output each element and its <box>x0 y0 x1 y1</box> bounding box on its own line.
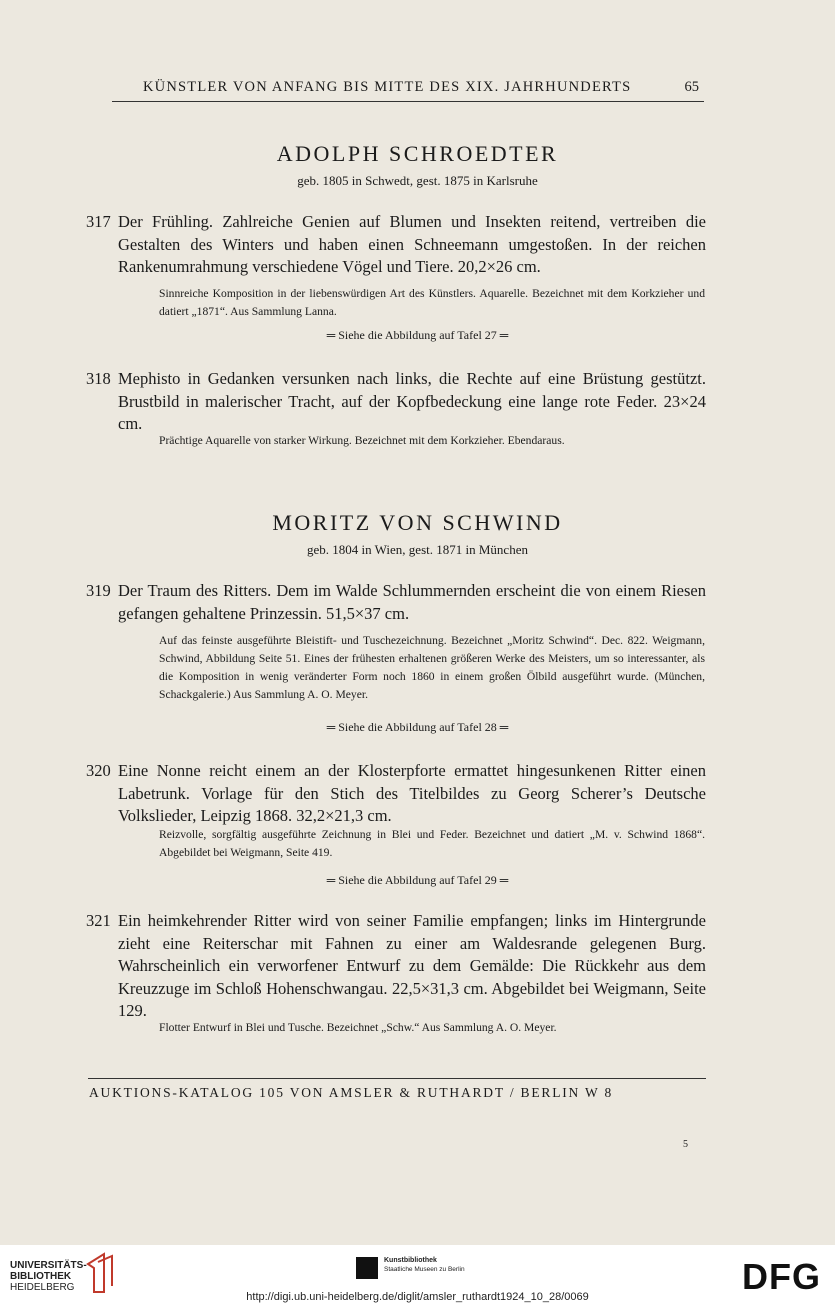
heidelberg-logo-icon[interactable] <box>84 1252 116 1296</box>
sheet-signature: 5 <box>683 1139 688 1150</box>
plate-reference: ═ Siehe die Abbildung auf Tafel 29 ═ <box>326 873 509 887</box>
entry-note: Reizvolle, sorgfältig ausgeführte Zeichnung in Blei und Feder. Bezeichnet und datiert „M. v. Schwind 1868“. Abgebildet bei Weigmann, Seite 419. <box>159 828 705 859</box>
kunstbibliothek-logo-icon[interactable] <box>356 1257 378 1279</box>
entry-note: Flotter Entwurf in Blei und Tusche. Bezeichnet „Schw.“ Aus Sammlung A. O. Meyer. <box>159 1021 557 1034</box>
dfg-logo[interactable]: DFG <box>742 1256 821 1297</box>
artist-life-dates: geb. 1804 in Wien, gest. 1871 in München <box>307 542 528 557</box>
artist-life-dates: geb. 1805 in Schwedt, gest. 1875 in Karlsruhe <box>297 173 538 188</box>
kb-line-2: Staatliche Museen zu Berlin <box>384 1266 465 1273</box>
catalog-footer: AUKTIONS-KATALOG 105 VON AMSLER & RUTHARDT / BERLIN W 8 <box>89 1085 614 1100</box>
catalog-entry <box>86 368 706 436</box>
entry-text: Der Frühling. Zahlreiche Genien auf Blumen und Insekten reitend, vertreiben die Gestalten des Winters und haben einen Schneemann umgestoßen. In der reichen Rankenumrahmung verschiedene Vögel und Tiere. 20,2×26 cm. <box>118 212 706 276</box>
entry-number: 318 <box>86 369 111 388</box>
kb-line-1: Kunstbibliothek <box>384 1257 437 1264</box>
catalog-entry <box>86 910 706 1023</box>
artist-heading: MORITZ VON SCHWIND <box>272 510 563 535</box>
uni-line-3: HEIDELBERG <box>10 1282 75 1293</box>
permalink-url[interactable]: http://digi.ub.uni-heidelberg.de/diglit/amsler_ruthardt1924_10_28/0069 <box>246 1291 589 1303</box>
entry-number: 320 <box>86 761 111 780</box>
entry-note: Sinnreiche Komposition in der liebenswürdigen Art des Künstlers. Aquarelle. Bezeichnet mit dem Korkzieher und datiert „1871“. Aus Sammlung Lanna. <box>159 287 705 318</box>
entry-text: Ein heimkehrender Ritter wird von seiner Familie empfangen; links im Hintergrunde zieht eine Reiterschar mit Fahnen zu einer am Waldesrande gelegenen Burg. Wahrscheinlich ein verworfener Entwurf zu dem Gemälde: Die Rückkehr aus dem Kreuzzuge im Schloß Hohenschwangau. 22,5×31,3 cm. Abgebildet bei Weigmann, Seite 129. <box>118 911 706 1020</box>
page-number: 65 <box>684 79 699 95</box>
uni-line-1: UNIVERSITÄTS- <box>10 1260 87 1271</box>
university-library-logo-text[interactable] <box>10 1260 87 1293</box>
catalog-entry <box>86 211 706 279</box>
entry-number: 319 <box>86 581 111 600</box>
artist-heading: ADOLPH SCHROEDTER <box>276 141 559 166</box>
entry-text: Mephisto in Gedanken versunken nach links, die Rechte auf eine Brüstung gestützt. Brustbild in malerischer Tracht, auf der Kopfbedeckung eine lange rote Feder. 23×24 cm. <box>118 369 706 433</box>
footer-rule <box>88 1078 706 1079</box>
plate-reference: ═ Siehe die Abbildung auf Tafel 28 ═ <box>326 720 509 734</box>
entry-number: 321 <box>86 911 111 930</box>
entry-text: Der Traum des Ritters. Dem im Walde Schlummernden erscheint die von einem Riesen gefangen gehaltene Prinzessin. 51,5×37 cm. <box>118 581 706 623</box>
catalog-entry <box>86 580 706 625</box>
catalog-entry <box>86 760 706 828</box>
plate-reference: ═ Siehe die Abbildung auf Tafel 27 ═ <box>326 328 509 342</box>
entry-note: Auf das feinste ausgeführte Bleistift- und Tuschezeichnung. Bezeichnet „Moritz Schwind“. Dec. 822. Weigmann, Schwind, Abbildung Seite 51. Eines der frühesten erhaltenen größeren Werke des Meisters, um so interessanter, als die Komposition in wenig veränderter Form noch 1860 in einem großen Ölbild ausgeführt wurde. (München, Schackgalerie.) Aus Sammlung A. O. Meyer. <box>159 634 705 701</box>
running-title: KÜNSTLER VON ANFANG BIS MITTE DES XIX. JAHRHUNDERTS <box>143 79 632 95</box>
kunstbibliothek-text <box>384 1256 465 1274</box>
header-rule <box>112 101 704 102</box>
entry-number: 317 <box>86 212 111 231</box>
uni-line-2: BIBLIOTHEK <box>10 1271 72 1282</box>
entry-text: Eine Nonne reicht einem an der Klosterpforte ermattet hingesunkenen Ritter einen Labetrunk. Vorlage für den Stich des Titelbildes zu Georg Scherer’s Deutsche Volkslieder, Leipzig 1868. 32,2×21,3 cm. <box>118 761 706 825</box>
entry-note: Prächtige Aquarelle von starker Wirkung. Bezeichnet mit dem Korkzieher. Ebendaraus. <box>159 434 565 447</box>
